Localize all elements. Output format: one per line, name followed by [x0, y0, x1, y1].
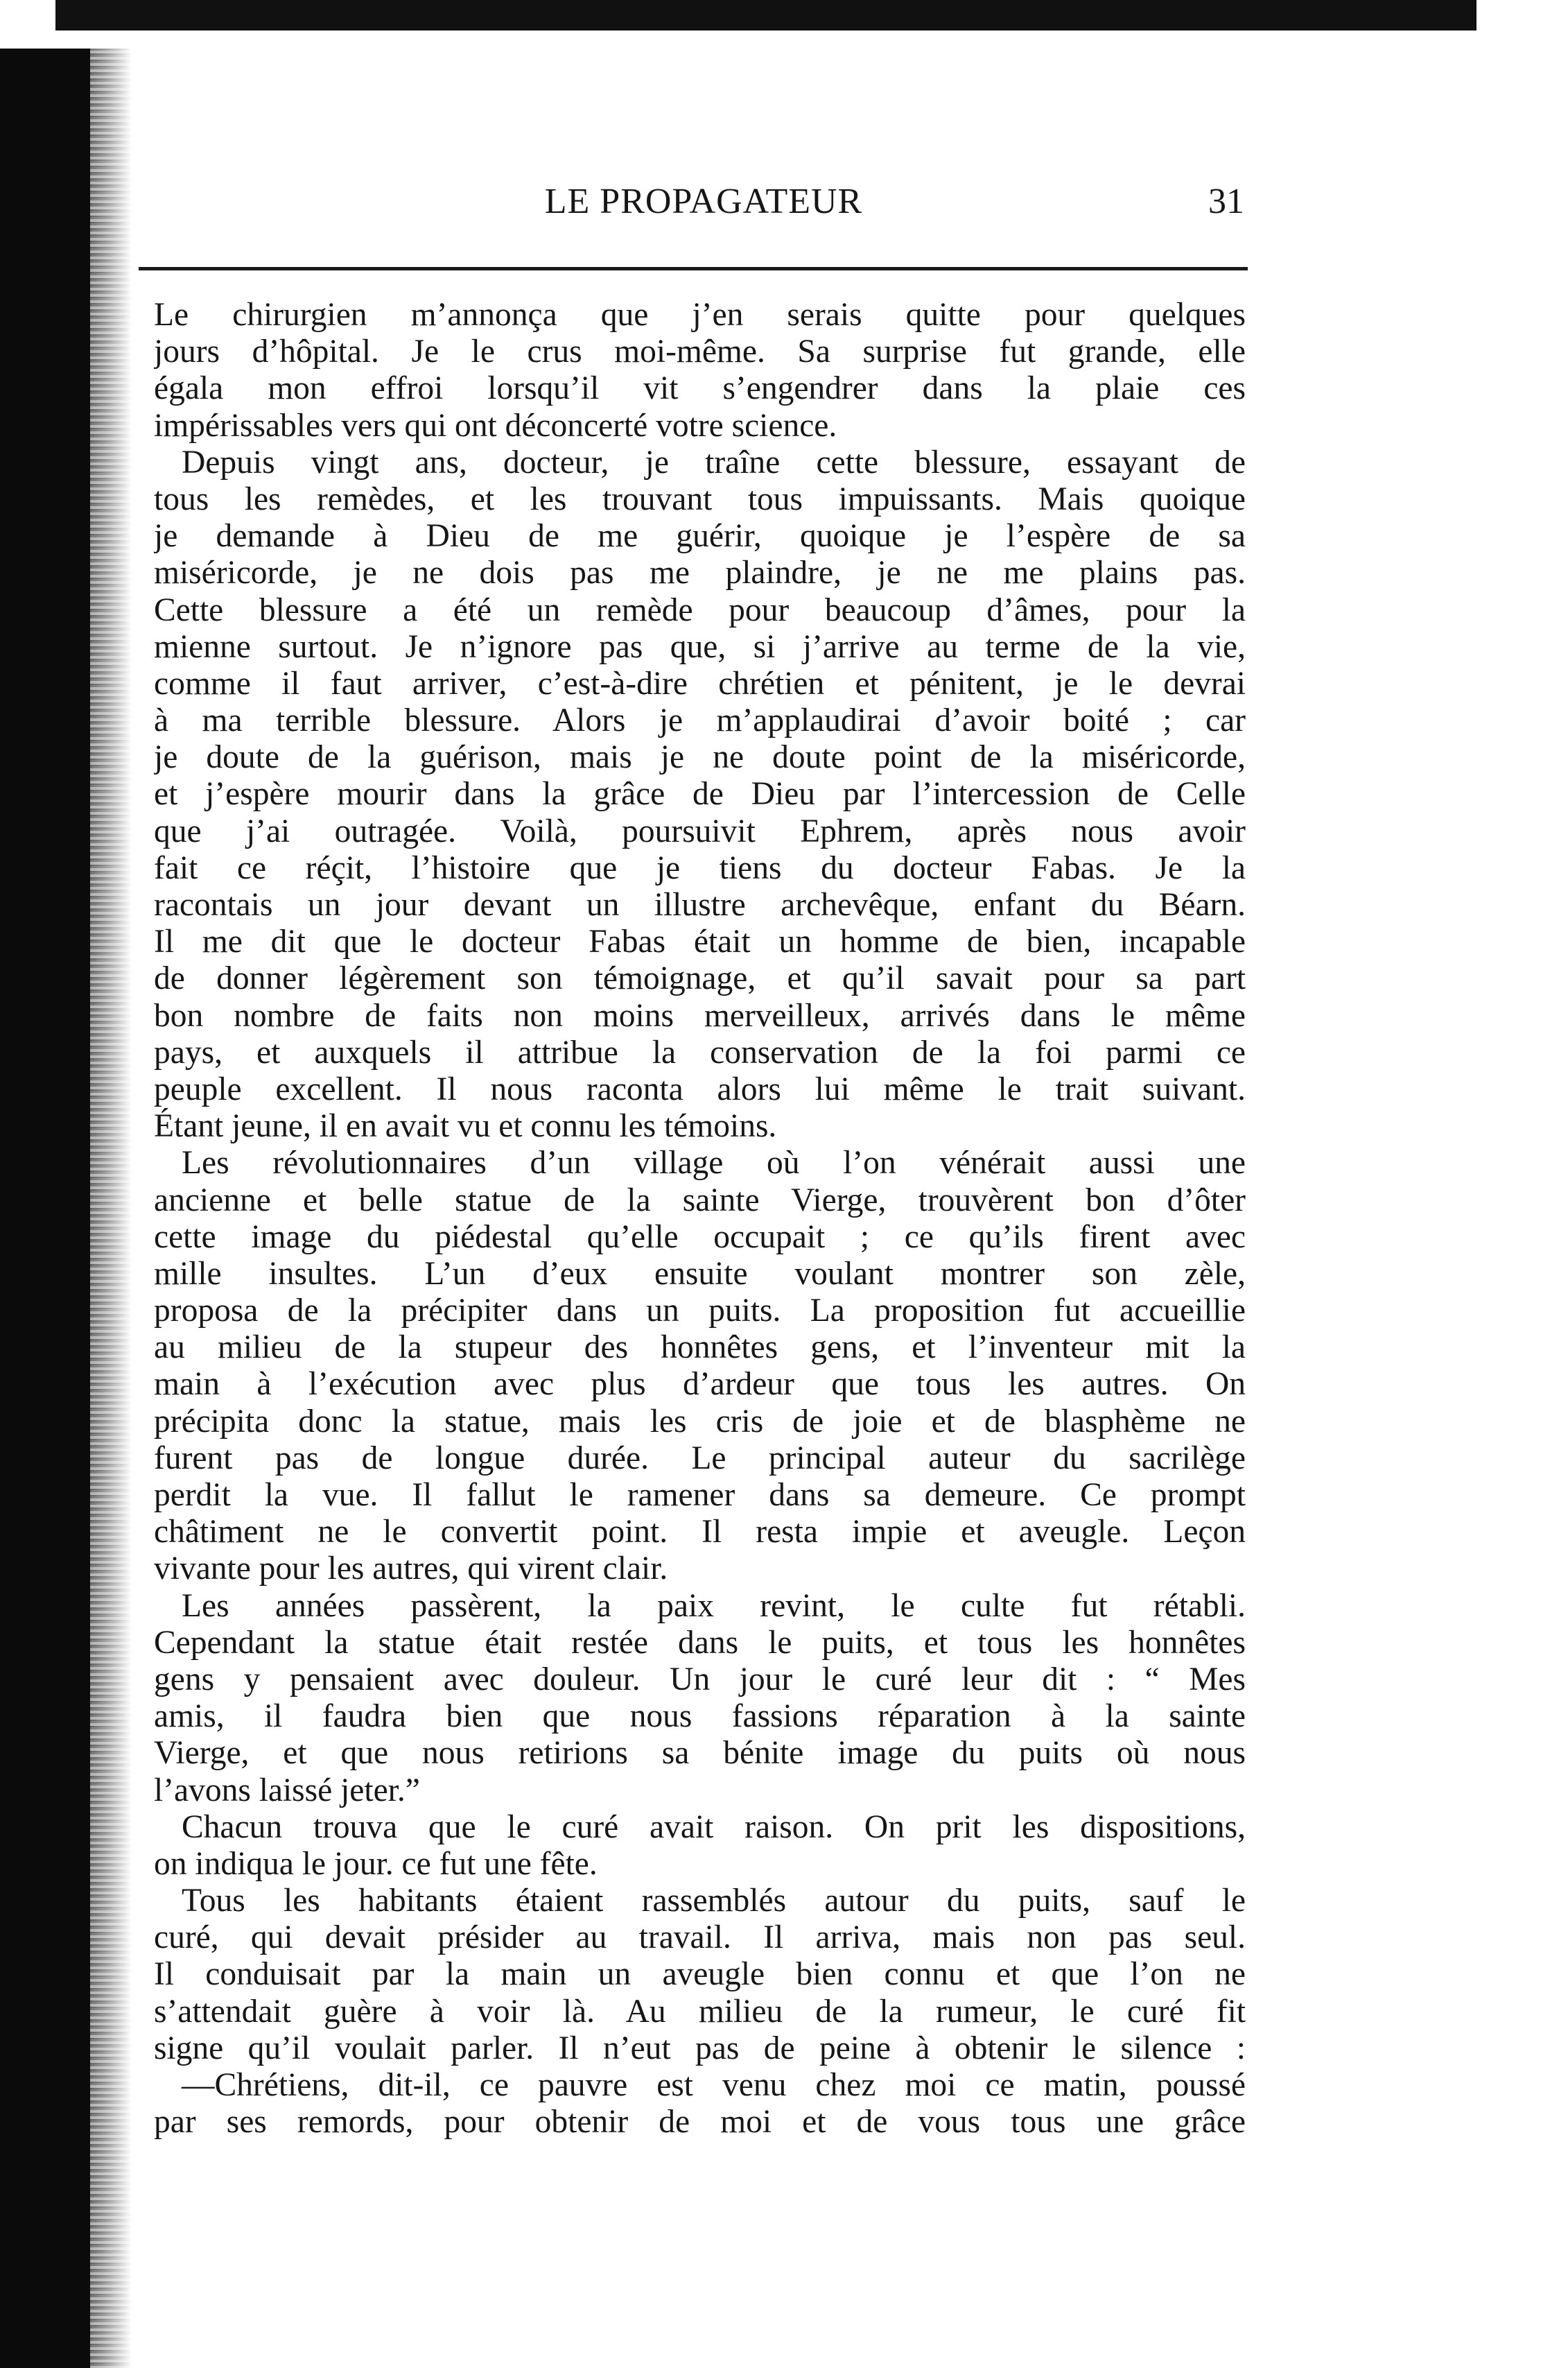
text-line: par ses remords, pour obtenir de moi et de vous tous une grâce [154, 2104, 1246, 2141]
text-line: je demande à Dieu de me guérir, quoique je l’espère de sa [154, 518, 1246, 555]
text-line: tous les remèdes, et les trouvant tous impuissants. Mais quoique [154, 481, 1246, 517]
book-gutter-edge [0, 49, 90, 2368]
text-line: Chacun trouva que le curé avait raison. On prit les dispositions, [182, 1808, 1246, 1845]
text-line: on indiqua le jour. ce fut une fête. [154, 1845, 598, 1882]
page-number: 31 [1208, 182, 1244, 221]
text-line: furent pas de longue durée. Le principal auteur du sacrilège [154, 1440, 1246, 1476]
text-line: Vierge, et que nous retirions sa bénite image du puits où nous [154, 1735, 1246, 1772]
text-line: que j’ai outragée. Voilà, poursuivit Ephrem, après nous avoir [154, 813, 1246, 849]
scan-top-edge [55, 0, 1476, 31]
text-line: Tous les habitants étaient rassemblés autour du puits, sauf le [182, 1883, 1246, 1919]
text-line: amis, il faudra bien que nous fassions réparation à la sainte [154, 1698, 1246, 1735]
text-line: Cependant la statue était restée dans le puits, et tous les honnêtes [154, 1624, 1246, 1661]
text-line: et j’espère mourir dans la grâce de Dieu par l’intercession de Celle [154, 776, 1246, 813]
text-line: vivante pour les autres, qui virent clair. [154, 1550, 668, 1587]
text-line: comme il faut arriver, c’est-à-dire chrétien et pénitent, je le devrai [154, 665, 1246, 702]
text-line: Depuis vingt ans, docteur, je traîne cette blessure, essayant de [182, 444, 1246, 481]
text-line: pays, et auxquels il attribue la conservation de la foi parmi ce [154, 1034, 1246, 1071]
text-line: miséricorde, je ne dois pas me plaindre, je ne me plains pas. [154, 555, 1246, 591]
text-line: Il conduisait par la main un aveugle bien connu et que l’on ne [154, 1956, 1246, 1993]
text-line: —Chrétiens, dit-il, ce pauvre est venu chez moi ce matin, poussé [182, 2067, 1246, 2103]
running-head [163, 177, 1244, 232]
text-line: Le chirurgien m’annonça que j’en serais quitte pour quelques [154, 297, 1246, 333]
text-line: au milieu de la stupeur des honnêtes gens, et l’inventeur mit la [154, 1329, 1246, 1366]
text-line: s’attendait guère à voir là. Au milieu de la rumeur, le curé fit [154, 1993, 1246, 2030]
text-line: à ma terrible blessure. Alors je m’applaudirai d’avoir boité ; car [154, 702, 1246, 739]
running-head-title: LE PROPAGATEUR [544, 182, 863, 221]
text-line: proposa de la précipiter dans un puits. La proposition fut accueillie [154, 1293, 1246, 1329]
page-body-text [154, 297, 1246, 2141]
text-line: je doute de la guérison, mais je ne doute point de la miséricorde, [154, 739, 1246, 776]
text-line: l’avons laissé jeter.” [154, 1772, 420, 1808]
text-line: Cette blessure a été un remède pour beaucoup d’âmes, pour la [154, 591, 1246, 628]
text-line: Il me dit que le docteur Fabas était un homme de bien, incapable [154, 924, 1246, 960]
text-line: main à l’exécution avec plus d’ardeur que tous les autres. On [154, 1366, 1246, 1403]
text-line: Les années passèrent, la paix revint, le culte fut rétabli. [182, 1587, 1246, 1624]
text-line: fait ce réçit, l’histoire que je tiens du docteur Fabas. Je la [154, 849, 1246, 886]
text-line: racontais un jour devant un illustre archevêque, enfant du Béarn. [154, 887, 1246, 923]
header-rule [139, 267, 1248, 270]
text-line: jours d’hôpital. Je le crus moi-même. Sa surprise fut grande, elle [154, 334, 1246, 370]
text-line: Les révolutionnaires d’un village où l’on vénérait aussi une [182, 1145, 1246, 1182]
text-line: bon nombre de faits non moins merveilleux, arrivés dans le même [154, 997, 1246, 1034]
text-line: signe qu’il voulait parler. Il n’eut pas de peine à obtenir le silence : [154, 2030, 1246, 2066]
text-line: Étant jeune, il en avait vu et connu les témoins. [154, 1108, 777, 1145]
text-line: perdit la vue. Il fallut le ramener dans sa demeure. Ce prompt [154, 1477, 1246, 1513]
text-line: mienne surtout. Je n’ignore pas que, si j’arrive au terme de la vie, [154, 628, 1246, 665]
text-line: ancienne et belle statue de la sainte Vierge, trouvèrent bon d’ôter [154, 1182, 1246, 1218]
text-line: curé, qui devait présider au travail. Il arriva, mais non pas seul. [154, 1919, 1246, 1956]
text-line: précipita donc la statue, mais les cris de joie et de blasphème ne [154, 1403, 1246, 1440]
text-line: cette image du piédestal qu’elle occupait ; ce qu’ils firent avec [154, 1218, 1246, 1255]
text-line: mille insultes. L’un d’eux ensuite voulant montrer son zèle, [154, 1255, 1246, 1292]
text-line: impérissables vers qui ont déconcerté votre science. [154, 407, 837, 444]
text-line: peuple excellent. Il nous raconta alors lui même le trait suivant. [154, 1071, 1246, 1107]
text-line: de donner légèrement son témoignage, et qu’il savait pour sa part [154, 960, 1246, 997]
text-line: égala mon effroi lorsqu’il vit s’engendrer dans la plaie ces [154, 370, 1246, 407]
text-line: châtiment ne le convertit point. Il resta impie et aveugle. Leçon [154, 1514, 1246, 1550]
text-line: gens y pensaient avec douleur. Un jour le curé leur dit : “ Mes [154, 1661, 1246, 1697]
